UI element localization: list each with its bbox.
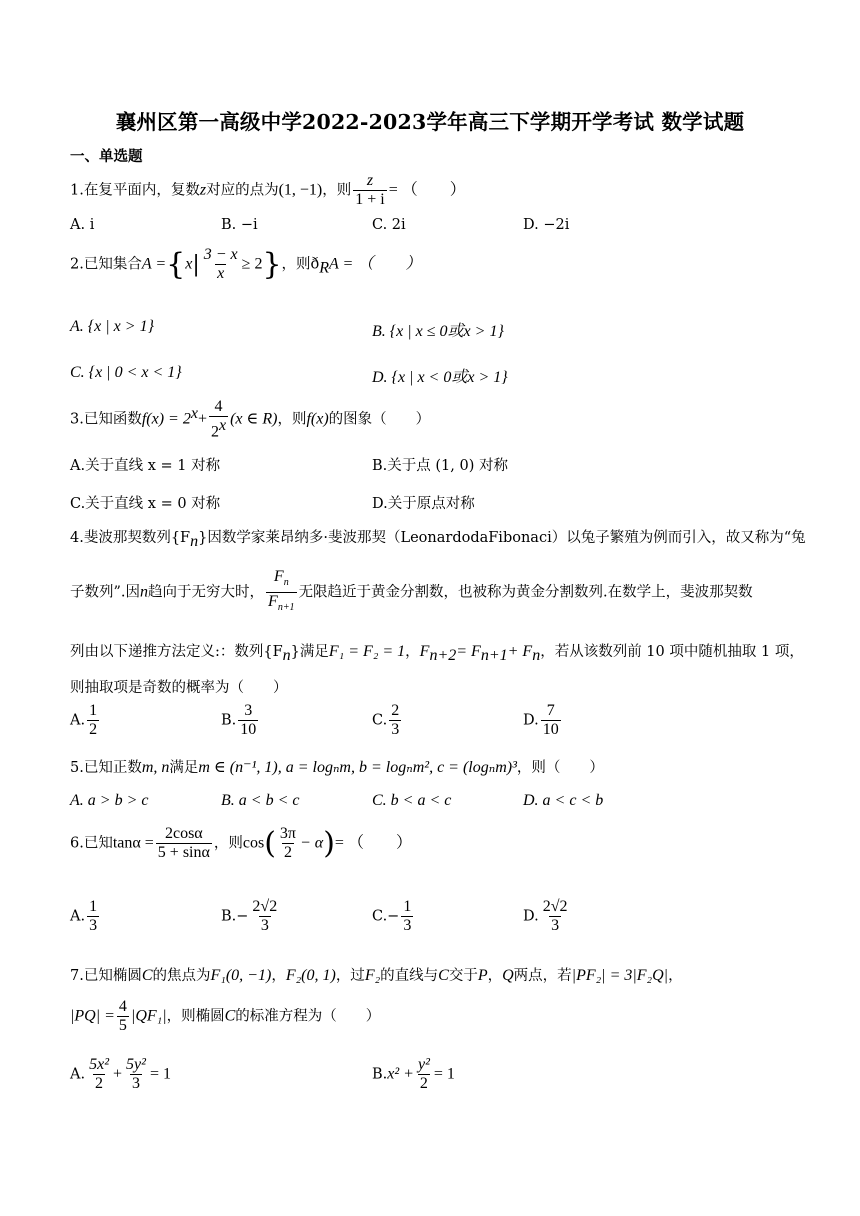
question-6-option-b: B.− $\frac{2√2}{3}$ (221, 898, 278, 934)
question-6-option-d: D. $\frac{2√2}{3}$ (523, 898, 568, 934)
section-heading: 一、单选题 (70, 148, 143, 165)
question-6-option-a: A. $\frac{1}{3}$ (70, 898, 98, 934)
question-5-option-c: C. b < a < c (372, 792, 452, 809)
question-4-line-2: 子数列”.因n趋向于无穷大时， $\frac{F_n}{F_{n+1}}$ 无限趋近于黄金分割数，也被称为黄金分割数列.在数学上，斐波那契数 (70, 568, 753, 617)
question-4-option-a: A. $\frac{1}{2}$ (70, 702, 98, 738)
question-2-stem: 2.已知集合A ={x| $\frac{3 - x}{x}$ ≥ 2}，则$ð_RA$ = （ ） (70, 246, 422, 282)
page-title: 襄州区第一高级中学2022-2023学年高三下学期开学考试 数学试题 (115, 110, 745, 134)
question-3-option-b: B.关于点 (1, 0) 对称 (372, 458, 508, 474)
question-2-option-a: A. {x | x > 1} (70, 318, 154, 335)
question-7-option-a: A. $\frac{\text{5x²}}{2}$ + $\frac{\text{5y²}}{3}$ = 1 (70, 1056, 171, 1092)
question-4-option-d: D. $\frac{7}{10}$ (523, 702, 559, 738)
question-7-option-b: B.x² + $\frac{\text{y²}}{2}$ = 1 (372, 1056, 455, 1092)
question-1-option-a: A. i (70, 217, 95, 233)
question-4-line-4: 则抽取项是奇数的概率为（ ） (70, 680, 288, 696)
question-5-option-b: B. a < b < c (221, 792, 300, 809)
question-7-line-1: 7.已知椭圆C的焦点为F₁(0, −1)，F₂(0, 1)，过F₂的直线与C交于P，Q两点，若|PF₂| = 3|F₂Q|， (70, 967, 683, 984)
question-1-option-b: B. −i (221, 217, 258, 233)
question-4-line-1: 4.斐波那契数列$\{F_n\}$因数学家莱昂纳多·斐波那契（LeonardodaFibonaci）以兔子繁殖为例而引入，故又称为“兔 (70, 530, 806, 550)
question-2-option-d: D. {x | x < 0或x > 1} (372, 369, 508, 386)
question-4-line-3: 列由以下递推方法定义:：数列$\{F_n\}$满足F₁ = F₂ = 1，$F_{n+2}= F_{n+1}+ F_n$，若从该数列前 10 项中随机抽取 1 项， (70, 643, 804, 664)
question-5-stem: 5.已知正数m, n满足m ∈ (n⁻¹, 1), a = logₙm, b = logₙm², c = (logₙm)³，则（ ） (70, 759, 604, 776)
question-6-stem: 6.已知tanα = $\frac{2\cos\alpha}{5 + \sin\alpha}$ ，则cos( $\frac{3\pi}{2}$ − α)= （ ） (70, 825, 412, 861)
question-3-option-a: A.关于直线 x = 1 对称 (70, 458, 221, 474)
question-4-option-b: B. $\frac{3}{10}$ (221, 702, 257, 738)
question-5-option-a: A. a > b > c (70, 792, 149, 809)
question-1-stem: 1.在复平面内，复数z对应的点为(1, −1)，则 $\frac{z}{1 + i}$ = （ ） (70, 172, 466, 208)
question-3-option-d: D.关于原点对称 (372, 496, 475, 512)
question-5-option-d: D. a < c < b (523, 792, 604, 809)
question-6-option-c: C.− $\frac{1}{3}$ (372, 898, 412, 934)
question-1-option-c: C. 2i (372, 217, 406, 233)
question-1-option-d: D. −2i (523, 217, 570, 233)
question-3-option-c: C.关于直线 x = 0 对称 (70, 496, 221, 512)
question-7-line-2: |PQ| = $\frac{4}{5}$ |QF₁|，则椭圆C的标准方程为（ ） (70, 998, 381, 1034)
question-4-option-c: C. $\frac{2}{3}$ (372, 702, 400, 738)
question-2-option-c: C. {x | 0 < x < 1} (70, 364, 182, 381)
question-3-stem: 3.已知函数$f(x) = 2^x+$ $\frac{4}{2^x}$ (x ∈ R)，则f(x)的图象（ ） (70, 398, 431, 441)
question-2-option-b: B. {x | x ≤ 0或x > 1} (372, 323, 504, 340)
